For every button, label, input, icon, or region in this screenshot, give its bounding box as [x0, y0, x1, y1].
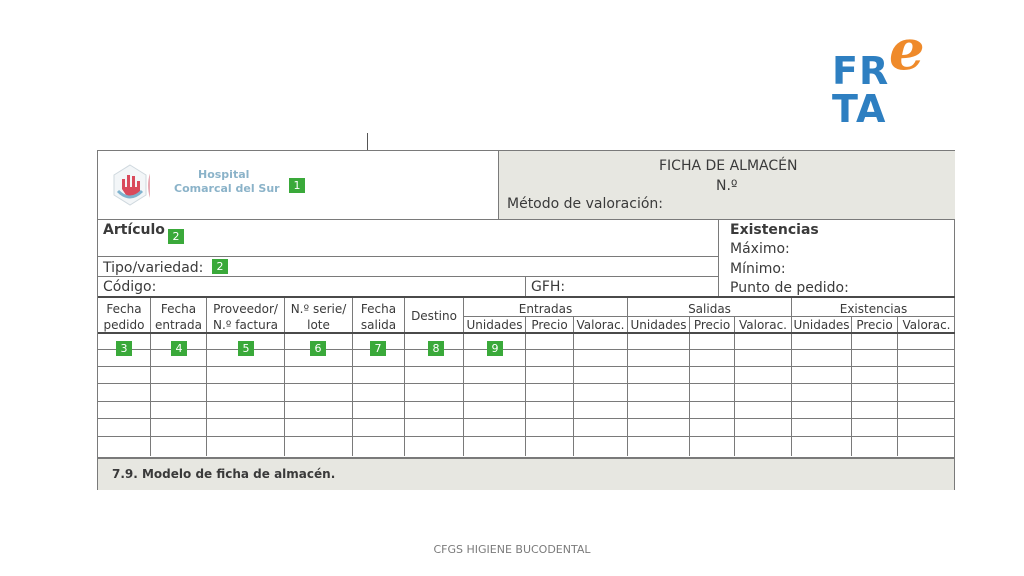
gfh-label: GFH: — [531, 279, 566, 295]
col-proveedor: Proveedor/ N.º factura — [212, 302, 279, 332]
codigo-label: Código: — [103, 279, 157, 295]
punto-pedido-label: Punto de pedido: — [730, 280, 849, 296]
entradas-unidades: Unidades — [466, 318, 523, 332]
existencias-precio: Precio — [856, 318, 893, 332]
entradas-precio: Precio — [531, 318, 568, 332]
group-salidas: Salidas — [688, 302, 731, 316]
group-existencias: Existencias — [839, 302, 908, 316]
table-row — [98, 349, 955, 350]
valuation-method-label: Método de valoración: — [507, 196, 663, 212]
warehouse-card-form — [97, 150, 955, 490]
divider-tick — [367, 133, 368, 151]
existencias-unidades: Unidades — [793, 318, 850, 332]
marker-badge-3: 3 — [116, 341, 132, 356]
group-entradas: Entradas — [518, 302, 573, 316]
marker-badge-6: 6 — [310, 341, 326, 356]
marker-badge-7: 7 — [370, 341, 386, 356]
table-row — [98, 401, 955, 402]
logo-wordmark: FRTA — [832, 49, 890, 131]
salidas-unidades: Unidades — [630, 318, 687, 332]
table-row — [98, 418, 955, 419]
marker-badge-8: 8 — [428, 341, 444, 356]
tipo-variedad-label: Tipo/variedad: — [103, 260, 204, 276]
hospital-name: Hospital Comarcal del Sur — [174, 168, 280, 195]
footer-course-label: CFGS HIGIENE BUCODENTAL — [433, 543, 591, 556]
col-fecha-pedido: Fecha pedido — [103, 302, 145, 332]
minimo-label: Mínimo: — [730, 261, 786, 277]
col-fecha-salida: Fecha salida — [360, 302, 397, 332]
maximo-label: Máximo: — [730, 241, 790, 257]
card-title: FICHA DE ALMACÉN — [659, 158, 798, 174]
col-serie-lote: N.º serie/ lote — [290, 302, 347, 332]
marker-badge-2a: 2 — [168, 229, 184, 244]
col-fecha-entrada: Fecha entrada — [155, 302, 202, 332]
figure-caption: 7.9. Modelo de ficha de almacén. — [98, 457, 954, 490]
salidas-precio: Precio — [693, 318, 731, 332]
marker-badge-9: 9 — [487, 341, 503, 356]
marker-badge-4: 4 — [171, 341, 187, 356]
col-destino: Destino — [411, 309, 457, 323]
marker-badge-5: 5 — [238, 341, 254, 356]
existencias-valorac: Valorac. — [902, 318, 951, 332]
card-header — [498, 151, 955, 219]
salidas-valorac: Valorac. — [738, 318, 787, 332]
hospital-logo-icon — [110, 161, 150, 209]
logo-accent-e: e — [889, 17, 925, 83]
table-row — [98, 383, 955, 384]
table-row — [98, 366, 955, 367]
entradas-valorac: Valorac. — [576, 318, 625, 332]
articulo-label: Artículo — [103, 222, 165, 238]
card-number: N.º — [716, 178, 738, 194]
marker-badge-1: 1 — [289, 178, 305, 193]
freta-logo — [832, 17, 972, 131]
table-row — [98, 436, 955, 437]
existencias-title: Existencias — [730, 222, 819, 238]
marker-badge-2b: 2 — [212, 259, 228, 274]
